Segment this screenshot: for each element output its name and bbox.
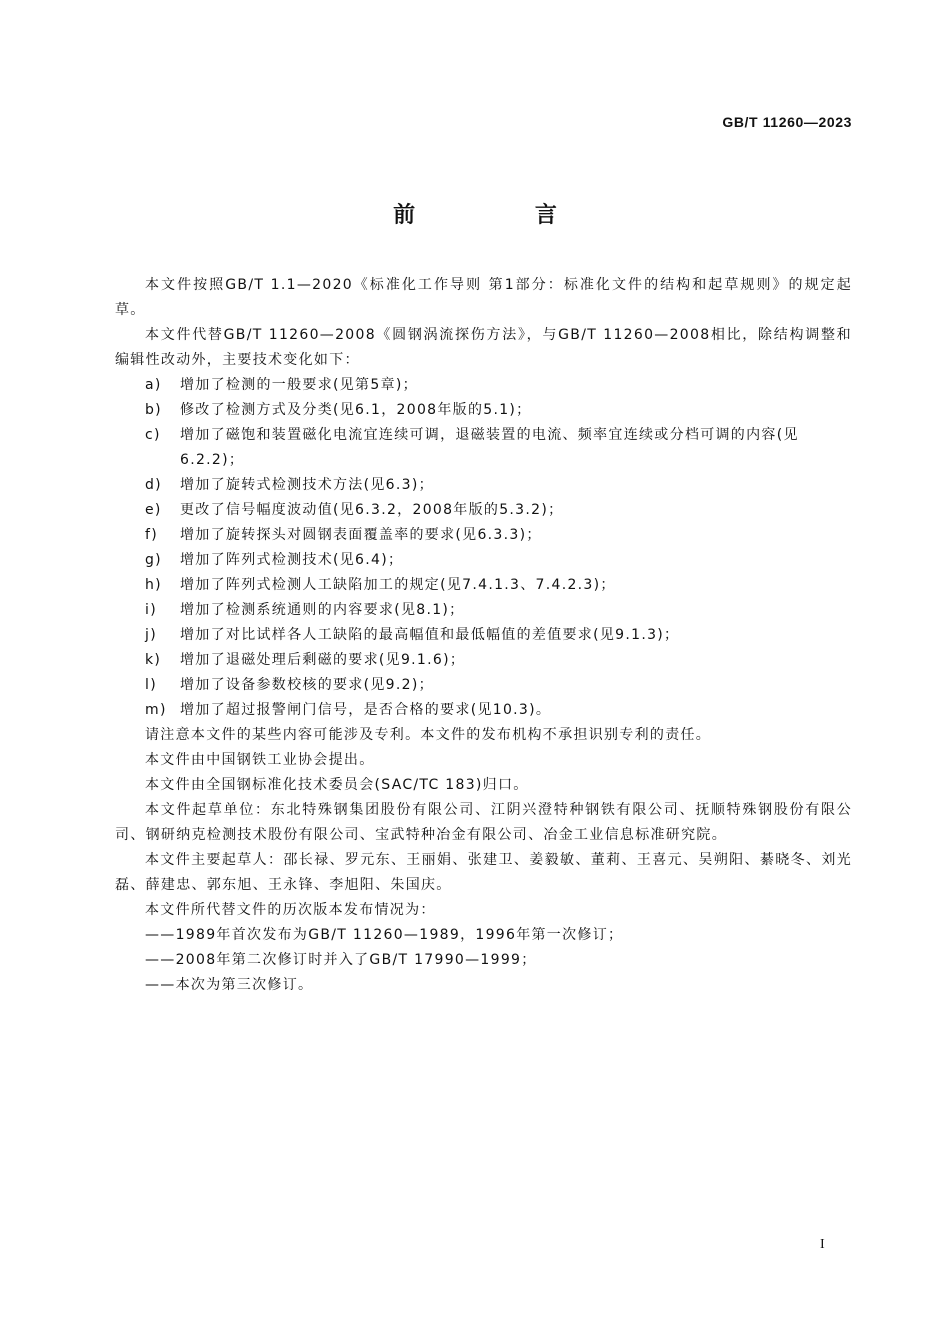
list-item: [115, 473, 852, 498]
intro-paragraph-2: 本文件代替GB/T 11260—2008《圆钢涡流探伤方法》，与GB/T 11260—2008相比，除结构调整和编辑性改动外，主要技术变化如下：: [115, 327, 852, 368]
list-item-text: 增加了对比试样各人工缺陷的最高幅值和最低幅值的差值要求(见9.1.3)；: [180, 627, 680, 643]
standard-code: GB/T 11260—2023: [722, 114, 852, 130]
list-item: [115, 548, 852, 573]
list-item: [115, 398, 852, 423]
list-item: [115, 373, 852, 398]
list-item: [115, 648, 852, 673]
list-item: [115, 698, 852, 723]
list-item: [115, 598, 852, 623]
list-marker: a): [145, 377, 162, 393]
list-marker: j): [145, 627, 157, 643]
patent-notice: 请注意本文件的某些内容可能涉及专利。本文件的发布机构不承担识别专利的责任。: [145, 727, 712, 743]
list-item-text: 增加了旋转式检测技术方法(见6.3)；: [180, 477, 434, 493]
page-title: 前 言: [393, 203, 613, 228]
history-intro: 本文件所代替文件的历次版本发布情况为：: [145, 902, 436, 918]
list-item-text: 增加了设备参数校核的要求(见9.2)；: [180, 677, 434, 693]
list-item-text: 增加了旋转探头对圆钢表面覆盖率的要求(见6.3.3)；: [180, 527, 542, 543]
history-item: ——2008年第二次修订时并入了GB/T 17990—1999；: [145, 952, 537, 968]
list-marker: i): [145, 602, 157, 618]
history-item: ——本次为第三次修订。: [145, 977, 314, 993]
intro-paragraph-1: 本文件按照GB/T 1.1—2020《标准化工作导则 第1部分：标准化文件的结构和起草规则》的规定起草。: [115, 277, 852, 318]
list-item: [115, 573, 852, 598]
committee-paragraph: 本文件由全国钢标准化技术委员会(SAC/TC 183)归口。: [145, 777, 529, 793]
drafters-paragraph: 本文件主要起草人：邵长禄、罗元东、王丽娟、张建卫、姜毅敏、董莉、王喜元、吴朔阳、綦晓冬、刘光磊、薛建忠、郭东旭、王永锋、李旭阳、朱国庆。: [115, 852, 852, 893]
list-marker: g): [145, 552, 162, 568]
list-marker: h): [145, 577, 162, 593]
list-item-text: 增加了磁饱和装置磁化电流宜连续可调，退磁装置的电流、频率宜连续或分档可调的内容(见6.2.2)；: [180, 427, 799, 468]
proposer-paragraph: 本文件由中国钢铁工业协会提出。: [145, 752, 375, 768]
list-item: [115, 673, 852, 698]
list-marker: b): [145, 402, 162, 418]
page-number: I: [820, 1237, 826, 1252]
list-marker: m): [145, 702, 167, 718]
list-item-text: 增加了检测系统通则的内容要求(见8.1)；: [180, 602, 465, 618]
drafting-organizations: 本文件起草单位：东北特殊钢集团股份有限公司、江阴兴澄特种钢铁有限公司、抚顺特殊钢股份有限公司、钢研纳克检测技术股份有限公司、宝武特种冶金有限公司、冶金工业信息标准研究院。: [115, 802, 852, 843]
list-item: [115, 623, 852, 648]
list-marker: d): [145, 477, 162, 493]
list-item: [115, 423, 852, 473]
history-list: [115, 923, 852, 998]
list-marker: f): [145, 527, 158, 543]
list-marker: c): [145, 427, 161, 443]
changes-list: [115, 373, 852, 723]
list-marker: l): [145, 677, 157, 693]
list-item-text: 增加了阵列式检测技术(见6.4)；: [180, 552, 404, 568]
list-marker: e): [145, 502, 162, 518]
list-item-text: 增加了检测的一般要求(见第5章)；: [180, 377, 418, 393]
list-item-text: 增加了超过报警闸门信号，是否合格的要求(见10.3)。: [180, 702, 552, 718]
list-marker: k): [145, 652, 162, 668]
list-item-text: 更改了信号幅度波动值(见6.3.2，2008年版的5.3.2)；: [180, 502, 564, 518]
foreword-body: [115, 273, 852, 998]
list-item: [115, 498, 852, 523]
list-item: [115, 523, 852, 548]
list-item-text: 增加了退磁处理后剩磁的要求(见9.1.6)；: [180, 652, 466, 668]
list-item-text: 修改了检测方式及分类(见6.1，2008年版的5.1)；: [180, 402, 532, 418]
history-item: ——1989年首次发布为GB/T 11260—1989，1996年第一次修订；: [145, 927, 624, 943]
list-item-text: 增加了阵列式检测人工缺陷加工的规定(见7.4.1.3、7.4.2.3)；: [180, 577, 616, 593]
